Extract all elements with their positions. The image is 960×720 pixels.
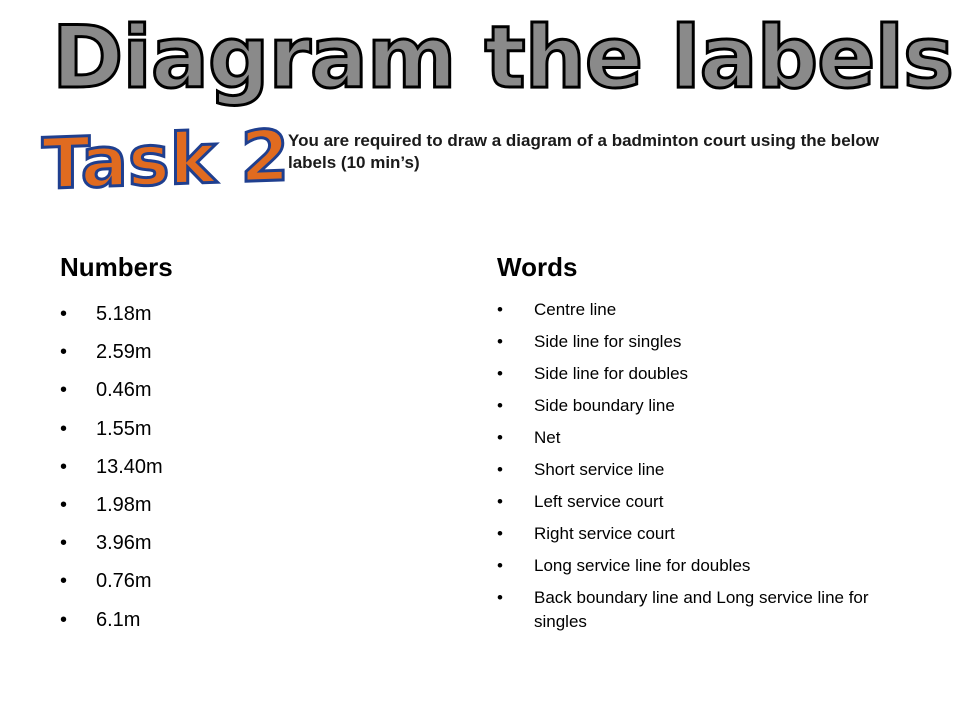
list-item: • Long service line for doubles [497,554,897,578]
list-item: • Right service court [497,522,897,546]
numbers-list [60,299,440,643]
list-item: • 6.1m [60,605,440,643]
page-title: Diagram the labels [52,8,954,108]
list-item: • Short service line [497,458,897,482]
list-item: • Side line for singles [497,330,897,354]
list-item: • 5.18m [60,299,440,337]
task-title: Task 2 [42,114,290,206]
list-item: • 0.76m [60,566,440,604]
words-list [497,298,897,642]
list-item: • 3.96m [60,528,440,566]
list-item: • Back boundary line and Long service line for singles [497,586,897,634]
numbers-heading: Numbers [60,252,173,282]
words-heading: Words [497,252,578,282]
list-item: • Side line for doubles [497,362,897,386]
list-item: • 2.59m [60,337,440,375]
list-item: • Net [497,426,897,450]
list-item: • 1.98m [60,490,440,528]
list-item: • 13.40m [60,452,440,490]
list-item: • Side boundary line [497,394,897,418]
list-item: • Left service court [497,490,897,514]
list-item: • 0.46m [60,375,440,413]
list-item: • 1.55m [60,414,440,452]
instructions-text: You are required to draw a diagram of a badminton court using the below labels (10 min’s) [288,131,879,172]
list-item: • Centre line [497,298,897,322]
